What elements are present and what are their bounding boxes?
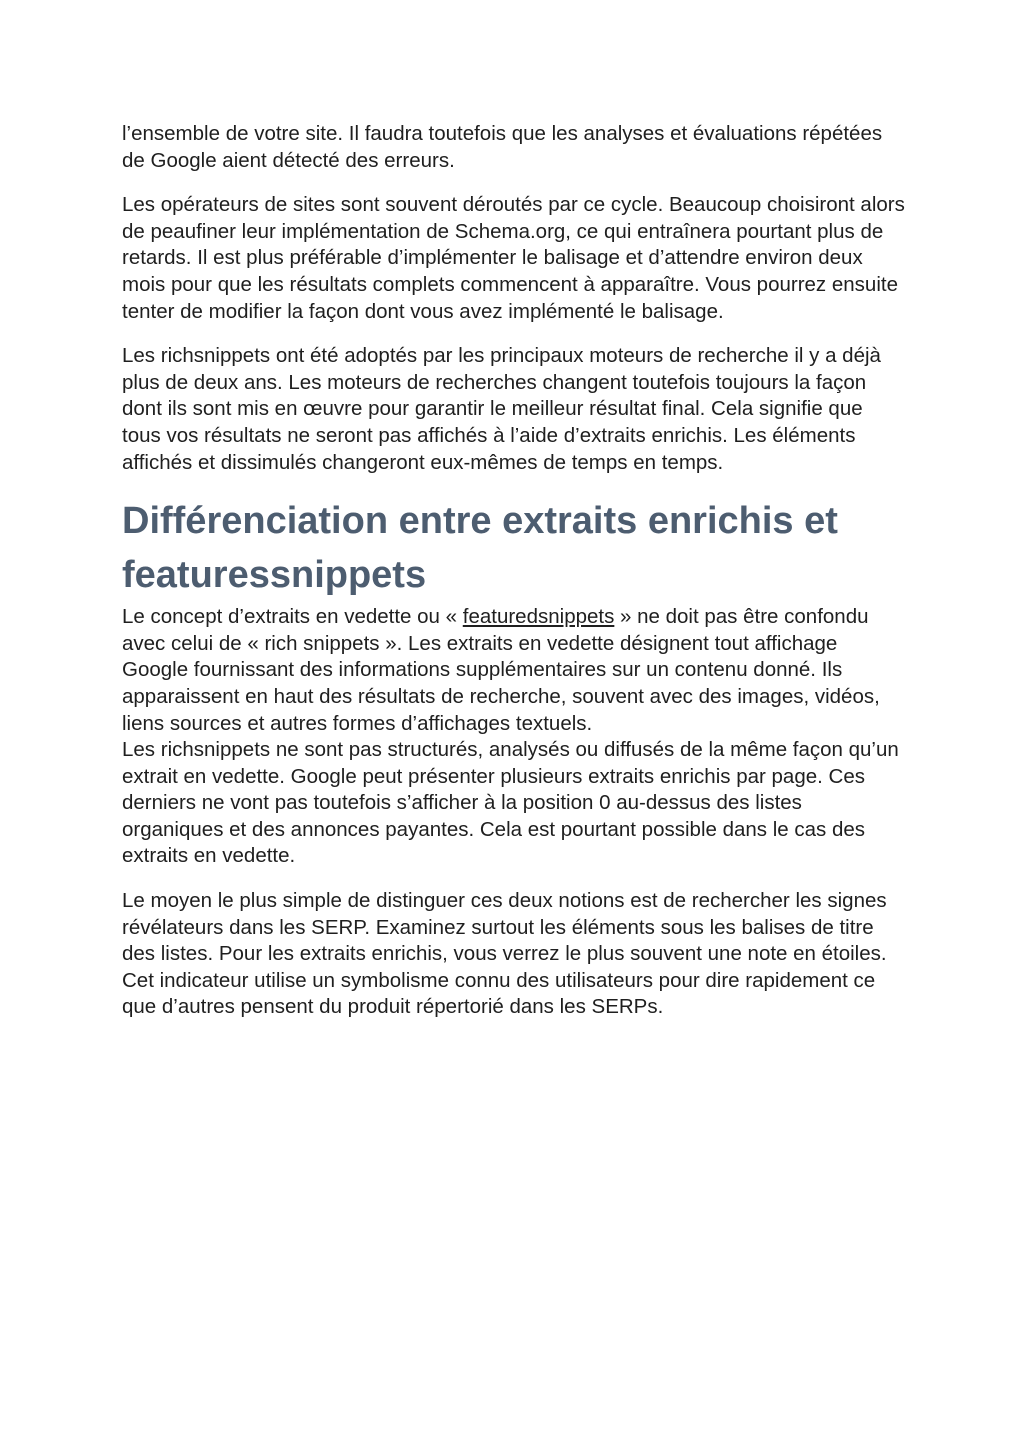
featuredsnippets-link[interactable]: featuredsnippets (462, 605, 615, 629)
paragraph-2: Les opérateurs de sites sont souvent déroutés par ce cycle. Beaucoup choisiront alors de peaufiner leur implémentation de Schema.org, ce qui entraînera pourtant plus de retards. Il est plus préférable d’implémenter le balisage et d’attendre environ deux mois pour que les résultats complets commencent à apparaître. Vous pourrez ensuite tenter de modifier la façon dont vous avez implémenté le balisage. (122, 193, 905, 323)
paragraph-6: Le moyen le plus simple de distinguer ces deux notions est de rechercher les signes révélateurs dans les SERP. Examinez surtout les éléments sous les balises de titre des listes. Pour les extraits enrichis, vous verrez le plus souvent une note en étoiles. Cet indicateur utilise un symbolisme connu des utilisateurs pour dire rapidement ce que d’autres pensent du produit répertorié dans les SERPs. (122, 889, 887, 1019)
paragraph-4-end: » ne doit pas être confondu avec celui de « rich snippets ». Les extraits en vedette désignent tout affichage Google fournissant des informations supplémentaires sur un contenu donné. Ils apparaissent en haut des résultats de recherche, souvent avec des images, vidéos, liens sources et autres formes d’affichages textuels. (122, 605, 880, 735)
document-page (122, 121, 907, 1039)
paragraph-5: Les richsnippets ne sont pas structurés, analysés ou diffusés de la même façon qu’un extrait en vedette. Google peut présenter plusieurs extraits enrichis par page. Ces derniers ne vont pas toutefois s’afficher à la position 0 au-dessus des listes organiques et des annonces payantes. Cela est pourtant possible dans le cas des extraits en vedette. (122, 738, 899, 868)
paragraph-4-start: Le concept d’extraits en vedette ou « (122, 605, 463, 629)
paragraph-1: l’ensemble de votre site. Il faudra toutefois que les analyses et évaluations répétées de Google aient détecté des erreurs. (122, 122, 883, 172)
paragraph-4 (122, 604, 907, 737)
section-heading: Différenciation entre extraits enrichis et featuressnippets (122, 500, 838, 597)
paragraph-3: Les richsnippets ont été adoptés par les principaux moteurs de recherche il y a déjà plus de deux ans. Les moteurs de recherches changent toutefois toujours la façon dont ils sont mis en œuvre pour garantir le meilleur résultat final. Cela signifie que tous vos résultats ne seront pas affichés à l’aide d’extraits enrichis. Les éléments affichés et dissimulés changeront eux-mêmes de temps en temps. (122, 344, 881, 474)
